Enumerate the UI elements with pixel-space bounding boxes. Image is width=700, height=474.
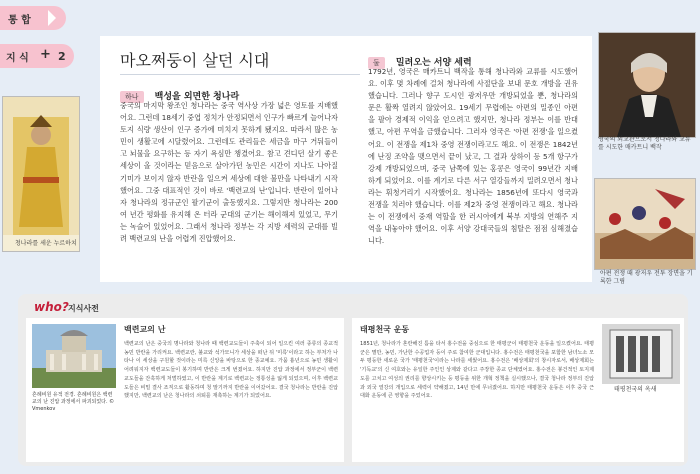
chevron-right-icon <box>48 10 56 26</box>
image-caption: 청나라를 세운 누르하치 <box>15 240 77 247</box>
summer-palace-ruins-image <box>32 324 116 388</box>
card-title: 태평천국 운동 <box>360 325 410 334</box>
card-body: 1851년, 청나라가 혼란해진 틈을 타서 홍수전을 중심으로 한 태평군이 태평천국 운동을 일으켰어요. 태평군은 멸만, 농민, 가난한 수공업자 등이 주로 참여한 군대입니다. 홍수전은 태평천국을 포함한 남녀노소 모두 평등한 새로운 국가 '태평천국'이라는 나라를 세웠어요. 홍수전은 '배상제회'의 창시자로서, 배상제회는 '기독교'의 신 여호와는 유일한 주인인 상제와 같다고 주장한 종교 단체였어요. 홍수전은 봉건적인 토지제도를 고치고 여성의 권리를 향상시키는 등 평등을 위한 개혁 정책을 실시했으나, 결국 청나라 정부의 진압과 외국 열강의 개입으로 세력이 약해졌고, 14년 만에 무너졌어요. 하지만 태평천국 운동은 이후 중국 근대화 운동에 큰 영향을 주었어요. <box>360 341 594 400</box>
image-caption: 아편 전쟁 때 광저우 전투 장면을 기록한 그림 <box>600 270 693 285</box>
section-badge: 하나 <box>120 91 144 103</box>
image-caption: 태평천국의 옥새 <box>614 386 657 393</box>
tab-label: 통 합 <box>8 15 31 26</box>
section-tab-integrated <box>0 6 66 30</box>
section-body: 1792년, 영국은 매카트니 백작을 통해 청나라와 교류를 시도했어요. 이후 몇 차례에 걸쳐 청나라에 사절단을 보내 문호 개방을 권유했습니다. 그러나 향구 도시인 광저우만 개방되었을 뿐, 청나라의 문은 활짝 열려지 않았어요. 19세기 무렵에는 아편의 밀종인 아편을 팔아 경제적 이익을 얻으려고 했지만, 청나라 정부는 이를 반대했고, 아편 무역을 금했습니다. 그러자 영국은 '아편 전쟁'을 일으켰어요. 이 전쟁을 제1차 중영 전쟁이라고도 해요. 이 전쟁은 1842년에 난징 조약을 맺으면서 끝이 났고, 그 결과 상하이 등 5개 항구가 강제 개방되었으며, 중국 남쪽에 있는 홍콩은 영국이 99년간 지배하게 되었어요. 이를 계기로 다른 서구 열강들까지 밀려오면서 청나라는 휘청거리기 시작했어요. 청나라는 1856년에 또다시 영국과 전쟁을 치러야 했습니다. 이를 제2차 중영 전쟁이라고 해요. 청나라는 이 전쟁에서 중재 역할을 한 러시아에게 북부 지방의 연해주 지역을 내놓아야 했어요. 이후 서양 강대국들의 침탈은 점점 심해졌습니다. <box>368 67 578 246</box>
card-body: 백련교의 난은 중국의 명나라와 청나라 때 백련교도들이 주축이 되어 일으킨 여러 종류의 종교적 농민 반란을 가리켜요. 백련교란, 불교와 석가모니가 세상을 떠난 뒤 '미륵'이라고 하는 부처가 나타나 이 세상을 구원할 것이라는 미륵 신앙을 바탕으로 한 종교예요. 가뭄 흉년으로 농민 생활이 어려워지자 백련교도들이 봉기하며 반란은 크게 번졌어요. 하지만 진압 과정에서 정부군이 백련교도들을 잔혹하게 처벌하였고, 이 반란을 계기로 백련교는 정통성을 잃게 되었으며, 이후 백련교도들은 비밀 결사 조직으로 활동하며 청 말기까지 반란을 이어갔어요. 결국 청나라는 반란을 진압했지만, 백련교의 난은 청나라의 쇠퇴를 재촉하는 계기가 되었어요. <box>124 341 338 400</box>
macartney-portrait-image <box>598 32 696 138</box>
title-divider <box>120 74 360 75</box>
section-tab-knowledge <box>0 44 74 68</box>
tab-label: 지 식 <box>6 53 29 64</box>
who-label: who? <box>34 300 69 314</box>
page-title: 마오쩌둥이 살던 시대 <box>120 51 270 70</box>
plus-icon: + <box>40 47 51 62</box>
section-heading: 밀려오는 서양 세력 <box>395 58 472 68</box>
section-heading: 백성을 외면한 청나라 <box>154 92 240 102</box>
opium-war-painting-image <box>594 178 696 270</box>
section-body: 중국의 마지막 왕조인 청나라는 중국 역사상 가장 넓은 영토를 지배했어요. 그런데 18세기 중엽 정치가 안정되면서 인구가 빠르게 늘어나자 토지 식량 생산이 인구 증가에 미치지 못하게 됐지요. 따라서 많은 농민이 생활고에 시달렸어요. 그런데도 관리들은 세금을 마구 거둬들이고 뇌물을 요구하는 등 자기 욕심만 챙겼어요. 참고 견디던 살기 좋은 세상이 올 것이라는 믿음으로 살아가던 농민은 시간이 지나도 나아질 기미가 보이지 않자 반란을 일으켜 세상에 대한 불만을 나타내기 시작했어요. 그중 대표적인 것이 바로 '백련교의 난'입니다. 반란이 일어나자 청나라의 정규군인 팔기군이 출동했지요. 그렇지만 청나라는 200여 년간 평화를 유지해 온 터라 군대의 군기는 해이해져 있었고, 무기는 녹슬어 있었어요. 그래서 청나라 정부는 각 지방 세력의 군대를 빌려 백련교의 난을 어렵게 진압했어요. <box>120 101 338 244</box>
card-title: 백련교의 난 <box>124 325 166 334</box>
image-caption: 흔례비원 유적 전경. 흔례비원은 백련교의 난 진압 과정에서 파괴되었다. © Vmenkov <box>32 392 115 412</box>
taiping-seal-image <box>602 324 680 384</box>
image-caption: 영국의 외교관으로서 청나라와 교류를 시도한 매카트니 백작 <box>598 136 691 151</box>
who-sublabel: 지식사전 <box>68 304 99 313</box>
section-badge: 둘 <box>368 57 385 69</box>
tab-number: 2 <box>58 50 66 63</box>
nurhaci-portrait-image <box>2 96 80 252</box>
